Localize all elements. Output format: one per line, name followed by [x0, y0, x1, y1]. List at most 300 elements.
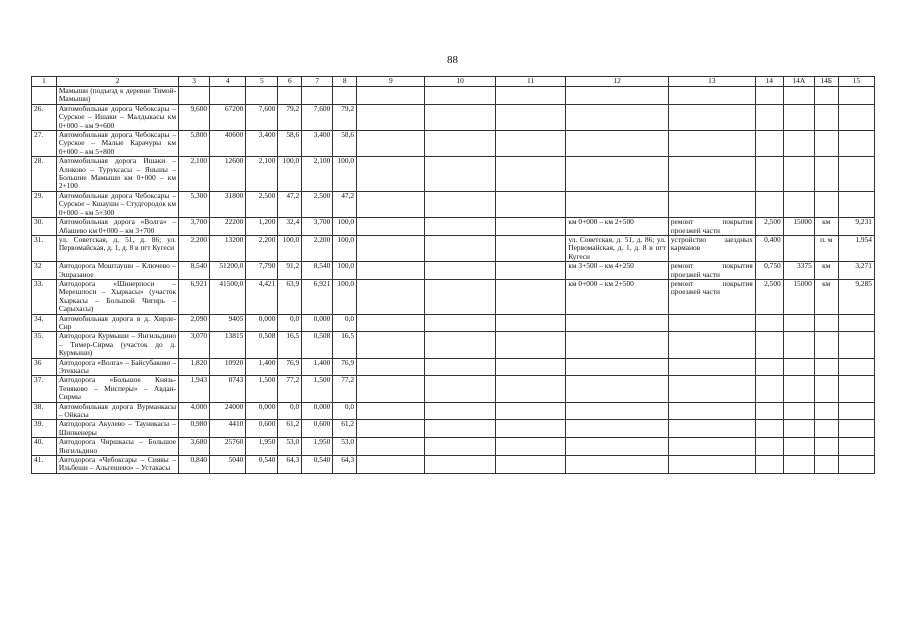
cell-c14: 0,750	[755, 262, 783, 280]
table-row	[32, 279, 875, 314]
cell-c4: 24000	[210, 402, 246, 420]
cell-empty	[495, 279, 565, 314]
cell-c14b	[814, 191, 838, 217]
cell-c12	[566, 131, 669, 157]
cell-c14a	[783, 420, 814, 438]
cell-c14	[755, 314, 783, 332]
cell-c3: 2,100	[179, 157, 210, 192]
cell-c3: 6,921	[179, 279, 210, 314]
cell-empty	[425, 191, 495, 217]
cell-empty	[425, 279, 495, 314]
cell-c6: 91,2	[278, 262, 302, 280]
cell-c6: 16,5	[278, 332, 302, 358]
cell-c6: 53,0	[278, 438, 302, 456]
table-row	[32, 157, 875, 192]
column-header: 9	[357, 77, 425, 87]
cell-c3: 8,540	[179, 262, 210, 280]
cell-no: 32	[32, 262, 57, 280]
cell-c14	[755, 358, 783, 376]
cell-c12	[566, 104, 669, 130]
cell-c4: 8743	[210, 376, 246, 402]
cell-c15	[838, 402, 874, 420]
cell-c13	[668, 420, 755, 438]
cell-no: 31.	[32, 235, 57, 261]
cell-c13: устройство заездных карманов	[668, 235, 755, 261]
cell-c15	[838, 456, 874, 474]
cell-empty	[495, 438, 565, 456]
table-row	[32, 218, 875, 236]
cell-empty	[495, 218, 565, 236]
column-header: 3	[179, 77, 210, 87]
cell-c5: 1,200	[246, 218, 278, 236]
cell-c5: 1,500	[246, 376, 278, 402]
cell-empty	[495, 456, 565, 474]
cell-empty	[495, 376, 565, 402]
cell-c5: 0,000	[246, 402, 278, 420]
cell-c4: 40600	[210, 131, 246, 157]
cell-c6: 47,2	[278, 191, 302, 217]
cell-no: 37.	[32, 376, 57, 402]
cell-name: Автодорога «Волга» – Байсубаково – Этеккасы	[56, 358, 178, 376]
cell-c12	[566, 438, 669, 456]
cell-empty	[425, 456, 495, 474]
cell-c14	[755, 87, 783, 105]
cell-c8: 0,0	[333, 402, 357, 420]
cell-name: Автомобильная дорога Вурманкасы – Ойкасы	[56, 402, 178, 420]
cell-c7: 1,500	[302, 376, 333, 402]
column-header: 4	[210, 77, 246, 87]
cell-no: 41.	[32, 456, 57, 474]
cell-c13	[668, 131, 755, 157]
cell-c3: 1,820	[179, 358, 210, 376]
cell-c12	[566, 332, 669, 358]
cell-c12	[566, 420, 669, 438]
cell-c5: 2,100	[246, 157, 278, 192]
cell-c14b	[814, 104, 838, 130]
cell-c12: км 3+500 – км 4+250	[566, 262, 669, 280]
cell-c13	[668, 104, 755, 130]
cell-empty	[425, 438, 495, 456]
cell-c12: км 0+000 – км 2+500	[566, 279, 669, 314]
cell-name: Автомобильная дорога Чебоксары – Сурское – Малые Карачуры км 0+000 – км 5+800	[56, 131, 178, 157]
table-row	[32, 191, 875, 217]
header-row	[32, 77, 875, 87]
cell-c14a	[783, 358, 814, 376]
cell-c15	[838, 104, 874, 130]
cell-c15	[838, 332, 874, 358]
cell-c7	[302, 87, 333, 105]
cell-c4: 41500,0	[210, 279, 246, 314]
cell-empty	[495, 235, 565, 261]
cell-c14	[755, 438, 783, 456]
cell-c14a	[783, 104, 814, 130]
cell-c7: 2,100	[302, 157, 333, 192]
cell-c4: 13815	[210, 332, 246, 358]
cell-empty	[495, 104, 565, 130]
cell-c8: 58,6	[333, 131, 357, 157]
cell-empty	[495, 262, 565, 280]
cell-c3: 3,070	[179, 332, 210, 358]
cell-empty	[357, 314, 425, 332]
cell-c7: 6,921	[302, 279, 333, 314]
cell-no: 39.	[32, 420, 57, 438]
cell-c4: 51200,0	[210, 262, 246, 280]
table-row	[32, 235, 875, 261]
cell-c12	[566, 157, 669, 192]
cell-c14a: 15000	[783, 218, 814, 236]
cell-empty	[357, 456, 425, 474]
table-row	[32, 376, 875, 402]
cell-name: Автодорога Курмыши – Янгильдино – Тимер-Сирма (участок до д. Курмыши)	[56, 332, 178, 358]
cell-c12: ул. Советская, д. 51, д. 86; ул. Первомайская, д. 1, д. 8 в пгт Кугеси	[566, 235, 669, 261]
cell-c13	[668, 332, 755, 358]
cell-no: 28.	[32, 157, 57, 192]
cell-c5: 0,600	[246, 420, 278, 438]
cell-empty	[425, 332, 495, 358]
cell-c7: 0,000	[302, 402, 333, 420]
cell-c7: 2,500	[302, 191, 333, 217]
cell-c14a	[783, 235, 814, 261]
cell-c3: 3,680	[179, 438, 210, 456]
cell-c6: 0,0	[278, 402, 302, 420]
cell-c14	[755, 456, 783, 474]
column-header: 13	[668, 77, 755, 87]
cell-c13	[668, 157, 755, 192]
cell-empty	[425, 420, 495, 438]
cell-empty	[357, 402, 425, 420]
cell-c13	[668, 87, 755, 105]
cell-c3: 5,300	[179, 191, 210, 217]
cell-c14b	[814, 332, 838, 358]
cell-c8: 77,2	[333, 376, 357, 402]
cell-no: 26.	[32, 104, 57, 130]
cell-empty	[425, 218, 495, 236]
cell-c14a	[783, 131, 814, 157]
cell-c8: 61,2	[333, 420, 357, 438]
cell-name: Автомобильная дорога Чебоксары – Сурское – Кшаушн – Студгородок км 0+000 – км 5+300	[56, 191, 178, 217]
cell-c6: 63,9	[278, 279, 302, 314]
cell-c14: 2,500	[755, 218, 783, 236]
cell-empty	[425, 376, 495, 402]
cell-c5: 1,950	[246, 438, 278, 456]
column-header: 5	[246, 77, 278, 87]
cell-c4: 4410	[210, 420, 246, 438]
cell-c12	[566, 191, 669, 217]
cell-empty	[357, 420, 425, 438]
table-row	[32, 87, 875, 105]
cell-name: Автодорога Чиршкасы – Большое Янгильдино	[56, 438, 178, 456]
cell-empty	[495, 332, 565, 358]
cell-no: 36	[32, 358, 57, 376]
cell-c8: 100,0	[333, 279, 357, 314]
cell-no: 40.	[32, 438, 57, 456]
column-header: 6	[278, 77, 302, 87]
cell-c6: 77,2	[278, 376, 302, 402]
cell-c8	[333, 87, 357, 105]
cell-c15: 9,285	[838, 279, 874, 314]
cell-empty	[357, 438, 425, 456]
cell-c6: 79,2	[278, 104, 302, 130]
cell-empty	[357, 376, 425, 402]
cell-empty	[425, 104, 495, 130]
cell-c14a	[783, 191, 814, 217]
cell-c5: 0,540	[246, 456, 278, 474]
cell-c14a	[783, 87, 814, 105]
cell-name: Автомобильная дорога Чебоксары – Сурское – Ишаки – Малдыкасы км 0+000 – км 9+600	[56, 104, 178, 130]
cell-c5: 0,000	[246, 314, 278, 332]
column-header: 14Б	[814, 77, 838, 87]
cell-c7: 1,400	[302, 358, 333, 376]
cell-c4: 67200	[210, 104, 246, 130]
cell-empty	[425, 131, 495, 157]
cell-c5: 0,508	[246, 332, 278, 358]
cell-empty	[495, 402, 565, 420]
cell-c15	[838, 157, 874, 192]
cell-c6: 58,6	[278, 131, 302, 157]
cell-c7: 7,600	[302, 104, 333, 130]
cell-c6: 100,0	[278, 157, 302, 192]
cell-empty	[357, 218, 425, 236]
table-body	[32, 87, 875, 474]
cell-c13	[668, 402, 755, 420]
cell-c14b	[814, 314, 838, 332]
table-row	[32, 438, 875, 456]
cell-c3: 4,000	[179, 402, 210, 420]
cell-c12	[566, 314, 669, 332]
cell-c4: 10920	[210, 358, 246, 376]
cell-c7: 3,400	[302, 131, 333, 157]
table-row	[32, 314, 875, 332]
cell-c14a	[783, 332, 814, 358]
table-row	[32, 402, 875, 420]
cell-c8: 100,0	[333, 235, 357, 261]
column-header: 8	[333, 77, 357, 87]
cell-name: Автодорога «Чебоксары – Сиявы – Ильбеши – Альгешево» – Устакасы	[56, 456, 178, 474]
cell-c15	[838, 131, 874, 157]
cell-c5: 2,500	[246, 191, 278, 217]
cell-c6: 61,2	[278, 420, 302, 438]
cell-name: Автодорога «Шинерпоси – Мерешпоси – Хыркасы» (участок Хыркасы – Большой Чигирь – Сарыхасы)	[56, 279, 178, 314]
cell-c3: 0,980	[179, 420, 210, 438]
cell-c3: 3,700	[179, 218, 210, 236]
cell-c12: км 0+000 – км 2+500	[566, 218, 669, 236]
cell-c14b	[814, 157, 838, 192]
cell-c6	[278, 87, 302, 105]
cell-c14a	[783, 157, 814, 192]
cell-c14	[755, 191, 783, 217]
cell-empty	[357, 131, 425, 157]
cell-c15: 1,954	[838, 235, 874, 261]
table-row	[32, 358, 875, 376]
cell-empty	[425, 157, 495, 192]
cell-c8: 100,0	[333, 218, 357, 236]
cell-c4: 9405	[210, 314, 246, 332]
cell-c7: 0,000	[302, 314, 333, 332]
cell-c14	[755, 332, 783, 358]
cell-no: 38.	[32, 402, 57, 420]
cell-c14a	[783, 376, 814, 402]
cell-c15	[838, 87, 874, 105]
cell-c6: 0,0	[278, 314, 302, 332]
page-number: 88	[447, 54, 458, 66]
cell-c7: 8,540	[302, 262, 333, 280]
cell-c13	[668, 191, 755, 217]
table-row	[32, 456, 875, 474]
cell-c3: 1,943	[179, 376, 210, 402]
cell-empty	[425, 358, 495, 376]
cell-no: 35.	[32, 332, 57, 358]
cell-c12	[566, 456, 669, 474]
cell-c3: 5,800	[179, 131, 210, 157]
cell-no	[32, 87, 57, 105]
cell-c14	[755, 420, 783, 438]
cell-c14b: км	[814, 262, 838, 280]
cell-c3: 9,600	[179, 104, 210, 130]
cell-empty	[425, 314, 495, 332]
cell-c7: 3,700	[302, 218, 333, 236]
cell-empty	[495, 87, 565, 105]
cell-name: Автодорога Моштаушн – Ключево – Эшразаное	[56, 262, 178, 280]
cell-c7: 0,540	[302, 456, 333, 474]
column-header: 12	[566, 77, 669, 87]
cell-c14b	[814, 402, 838, 420]
cell-c8: 53,0	[333, 438, 357, 456]
cell-c15	[838, 314, 874, 332]
roads-table	[31, 76, 875, 474]
cell-c8: 100,0	[333, 157, 357, 192]
cell-c14: 2,500	[755, 279, 783, 314]
cell-empty	[357, 87, 425, 105]
cell-c14a	[783, 456, 814, 474]
cell-c7: 0,508	[302, 332, 333, 358]
column-header: 10	[425, 77, 495, 87]
cell-c8: 0,0	[333, 314, 357, 332]
cell-c14: 0,400	[755, 235, 783, 261]
cell-name: Автодорога Акулево – Тауникасы – Шипкенеры	[56, 420, 178, 438]
cell-name: Автодорога «Большое Князь-Теняково – Мисперы» – Авдан-Сирмы	[56, 376, 178, 402]
cell-empty	[357, 104, 425, 130]
cell-empty	[425, 262, 495, 280]
cell-no: 27.	[32, 131, 57, 157]
cell-empty	[357, 262, 425, 280]
cell-name: Автомобильная дорога Ишаки – Алнково – Туруксасы – Яньшы – Большие Мамыши км 0+000 – км 2+100	[56, 157, 178, 192]
cell-c7: 0,600	[302, 420, 333, 438]
cell-c15	[838, 358, 874, 376]
cell-c5: 4,421	[246, 279, 278, 314]
cell-c13	[668, 456, 755, 474]
cell-c6: 64,3	[278, 456, 302, 474]
cell-name: Автомобильная дорога «Волга» – Абашево км 0+000 – км 3+700	[56, 218, 178, 236]
cell-c15	[838, 438, 874, 456]
cell-c5	[246, 87, 278, 105]
cell-c4: 12600	[210, 157, 246, 192]
cell-c13	[668, 358, 755, 376]
column-header: 7	[302, 77, 333, 87]
cell-empty	[357, 332, 425, 358]
cell-c4: 13200	[210, 235, 246, 261]
cell-no: 33.	[32, 279, 57, 314]
cell-c6: 100,0	[278, 235, 302, 261]
cell-c12	[566, 87, 669, 105]
table-row	[32, 131, 875, 157]
column-header: 2	[56, 77, 178, 87]
cell-empty	[495, 131, 565, 157]
cell-c4: 22200	[210, 218, 246, 236]
cell-c14a	[783, 402, 814, 420]
cell-c13: ремонт покрытия проезжей части	[668, 218, 755, 236]
cell-c15	[838, 420, 874, 438]
cell-c14b: км	[814, 279, 838, 314]
cell-c14a	[783, 438, 814, 456]
cell-c3: 2,090	[179, 314, 210, 332]
cell-c4: 31800	[210, 191, 246, 217]
cell-c13	[668, 376, 755, 402]
cell-c3	[179, 87, 210, 105]
cell-empty	[495, 358, 565, 376]
cell-c5: 2,200	[246, 235, 278, 261]
cell-c3: 0,840	[179, 456, 210, 474]
cell-c6: 32,4	[278, 218, 302, 236]
cell-c5: 1,400	[246, 358, 278, 376]
cell-c5: 7,600	[246, 104, 278, 130]
cell-no: 30.	[32, 218, 57, 236]
cell-empty	[495, 191, 565, 217]
cell-c14	[755, 131, 783, 157]
cell-c14b: км	[814, 218, 838, 236]
cell-empty	[495, 314, 565, 332]
cell-c14b	[814, 420, 838, 438]
table-row	[32, 420, 875, 438]
cell-empty	[425, 402, 495, 420]
cell-c15: 9,231	[838, 218, 874, 236]
cell-c13: ремонт покрытия проезжей части	[668, 279, 755, 314]
cell-c14	[755, 157, 783, 192]
cell-name: ул. Советская, д. 51, д. 86; ул. Первомайская, д. 1, д. 8 в пгт Кугеси	[56, 235, 178, 261]
cell-empty	[357, 279, 425, 314]
cell-c14b	[814, 131, 838, 157]
cell-empty	[495, 420, 565, 438]
cell-c12	[566, 358, 669, 376]
cell-c6: 76,9	[278, 358, 302, 376]
cell-c4	[210, 87, 246, 105]
cell-c14a	[783, 314, 814, 332]
cell-c4: 25760	[210, 438, 246, 456]
cell-c12	[566, 402, 669, 420]
column-header: 15	[838, 77, 874, 87]
cell-c14b	[814, 376, 838, 402]
cell-c14	[755, 402, 783, 420]
cell-c8: 47,2	[333, 191, 357, 217]
cell-c8: 16,5	[333, 332, 357, 358]
cell-name: Автомобильная дорога в д. Хирле-Сир	[56, 314, 178, 332]
cell-c4: 5040	[210, 456, 246, 474]
cell-c15	[838, 376, 874, 402]
cell-c14a: 3375	[783, 262, 814, 280]
cell-c12	[566, 376, 669, 402]
table-row	[32, 332, 875, 358]
column-header: 14	[755, 77, 783, 87]
cell-empty	[357, 191, 425, 217]
cell-c8: 79,2	[333, 104, 357, 130]
cell-empty	[425, 87, 495, 105]
cell-no: 34.	[32, 314, 57, 332]
cell-c15	[838, 191, 874, 217]
table-row	[32, 104, 875, 130]
cell-c13	[668, 438, 755, 456]
cell-c8: 76,9	[333, 358, 357, 376]
cell-c8: 100,0	[333, 262, 357, 280]
cell-empty	[495, 157, 565, 192]
